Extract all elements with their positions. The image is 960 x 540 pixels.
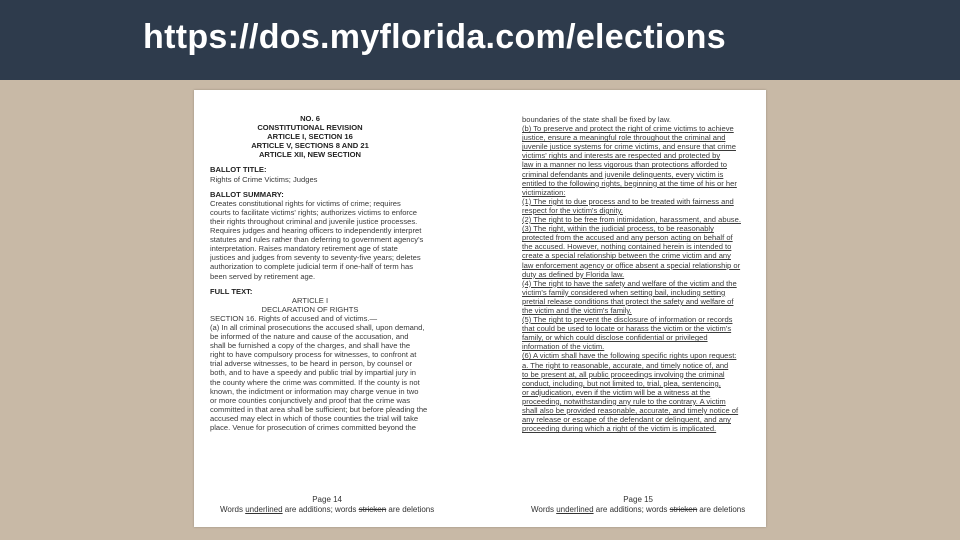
body-line: a. The right to reasonable, accurate, and timely notice of, and (522, 360, 729, 370)
page-number: Page 14 (312, 495, 343, 504)
note-text: are deletions (386, 505, 435, 514)
body-line: victim's family considered when setting bail, including setting (522, 287, 726, 297)
body-line: place. Venue for prosecution of crimes committed beyond the (210, 423, 416, 432)
body-line: family, or which could disclose confidential or privileged (522, 333, 708, 343)
body-line: be informed of the nature and cause of the accusation, and (210, 332, 409, 342)
summary-line: statutes and rules rather than deferring to government agency's (210, 235, 424, 245)
section-heading: SECTION 16. Rights of accused and of victims.— (210, 313, 378, 323)
body-line: (1) The right to due process and to be treated with fairness and (522, 196, 734, 206)
body-line: juvenile justice systems for crime victims, and ensure that crime (522, 142, 736, 152)
body-line: information of the victim. (522, 342, 605, 352)
body-line: (b) To preserve and protect the right of crime victims to achieve (522, 124, 734, 134)
body-line: both, and to have a speedy and public trial by impartial jury in (210, 368, 416, 378)
footer-note (220, 505, 434, 515)
body-line: or more counties conjunctively and proof that the crime was (210, 395, 411, 405)
summary-line: authorization to complete judicial term if one-half of term has (210, 262, 414, 272)
body-line: (3) The right, within the judicial process, to be reasonably (522, 224, 714, 234)
note-underlined: underlined (245, 505, 283, 514)
right-first-line: boundaries of the state shall be fixed by law. (522, 115, 672, 124)
full-text-label: FULL TEXT: (210, 286, 253, 296)
body-line: trial adverse witnesses, to be heard in person, by counsel or (210, 359, 413, 369)
heading-line: ARTICLE V, SECTIONS 8 AND 21 (251, 141, 369, 151)
body-line: the county where the crime was committed. If the county is not (210, 377, 420, 387)
body-line: committed in that area shall be sufficient; but before pleading the (210, 404, 428, 414)
body-line: pretrial release conditions that protect the safety and welfare of (522, 296, 734, 306)
note-text: are additions; words (282, 505, 359, 514)
summary-line: been served by retirement age. (210, 271, 316, 281)
document-scan (194, 90, 766, 527)
footer-note (531, 505, 745, 515)
note-stricken: stricken (669, 505, 698, 514)
left-body-text (210, 323, 442, 432)
body-line: duty as defined by Florida law. (522, 269, 625, 279)
right-page-footer (531, 495, 745, 515)
page-number: Page 15 (623, 495, 654, 504)
body-line: (a) In all criminal prosecutions the accused shall, upon demand, (210, 322, 425, 332)
heading-line: CONSTITUTIONAL REVISION (257, 123, 363, 133)
body-line: law enforcement agency or office absent a special relationship or (522, 260, 741, 270)
body-line: protected from the accused and any person acting on behalf of (522, 233, 733, 243)
body-line: shall also be provided reasonable, accurate, and timely notice of (522, 406, 739, 415)
body-line: that could be used to locate or harass the victim or the victim's (522, 324, 732, 334)
body-line: proceeding, notwithstanding any rule to the contrary. A victim (522, 396, 726, 406)
summary-line: Requires judges and hearing officers to independently interpret (210, 226, 422, 236)
body-line: conduct, including, but not limited to, trial, plea, sentencing, (522, 378, 721, 388)
summary-line: their rights throughout criminal and juvenile justice processes. (210, 216, 418, 226)
title-bar (0, 0, 960, 80)
ballot-summary-label: BALLOT SUMMARY: (210, 189, 284, 199)
body-line: shall be furnished a copy of the charges, and shall have the (210, 341, 411, 351)
heading-line: NO. 6 (300, 114, 320, 123)
note-text: Words (531, 505, 557, 514)
summary-line: interpretation. Raises mandatory retirement age of state (210, 244, 398, 254)
ballot-title-label: BALLOT TITLE: (210, 165, 267, 175)
body-line: law in a manner no less vigorous than protections afforded to (522, 160, 728, 170)
body-line: the victim and the victim's family. (522, 305, 632, 315)
article-heading: ARTICLE I (291, 295, 329, 305)
summary-line: justices and judges from seventy to seventy-five years; deletes (210, 253, 421, 263)
note-text: Words (220, 505, 246, 514)
note-underlined: underlined (556, 505, 594, 514)
body-line: proceeding during which a right of the victim is implicated. (522, 424, 717, 434)
body-line: (4) The right to have the safety and welfare of the victim and the (522, 278, 737, 288)
body-line: the accused. However, nothing contained herein is intended to (522, 242, 732, 252)
left-page-heading (210, 114, 410, 159)
body-line: to be present at, all public proceedings involving the criminal (522, 369, 725, 379)
body-line: known, the indictment or information may charge venue in two (210, 386, 419, 396)
body-line: justice, ensure a meaningful role throughout the criminal and (522, 133, 726, 143)
body-line: criminal defendants and juvenile delinquents, every victim is (522, 169, 724, 179)
declaration-heading: DECLARATION OF RIGHTS (261, 304, 359, 314)
body-line: (2) The right to be free from intimidation, harassment, and abuse. (522, 215, 741, 225)
left-page-column (210, 114, 442, 432)
right-page-column (522, 115, 754, 433)
ballot-title: Rights of Crime Victims; Judges (210, 174, 318, 184)
right-underlined-text (522, 124, 754, 433)
ballot-summary (210, 199, 442, 281)
body-line: (6) A victim shall have the following specific rights upon request: (522, 351, 737, 361)
summary-line: courts to facilitate victims' rights; authorizes victims to enforce (210, 207, 417, 217)
heading-line: ARTICLE I, SECTION 16 (267, 132, 353, 142)
body-line: accused may elect in which of those counties the trial will take (210, 413, 419, 423)
body-line: victimization: (522, 187, 566, 197)
body-line: victims' rights and interests are respected and protected by (522, 151, 721, 161)
body-line: create a special relationship between the crime victim and any (522, 251, 731, 261)
body-line: respect for the victim's dignity. (522, 205, 623, 215)
slide-title: https://dos.myflorida.com/elections (143, 18, 726, 56)
note-text: are deletions (697, 505, 746, 514)
summary-line: Creates constitutional rights for victims of crime; requires (210, 198, 401, 208)
body-line: entitled to the following rights, beginning at the time of his or her (522, 178, 737, 188)
note-stricken: stricken (358, 505, 387, 514)
body-line: right to have compulsory process for witnesses, to confront at (210, 350, 417, 360)
body-line: any release or escape of the defendant or delinquent, and any (522, 415, 731, 425)
body-line: or adjudication, even if the victim will be a witness at the (522, 387, 711, 397)
heading-line: ARTICLE XII, NEW SECTION (258, 150, 362, 160)
body-line: (5) The right to prevent the disclosure of information or records (522, 315, 733, 325)
left-page-footer (220, 495, 434, 515)
note-text: are additions; words (593, 505, 670, 514)
